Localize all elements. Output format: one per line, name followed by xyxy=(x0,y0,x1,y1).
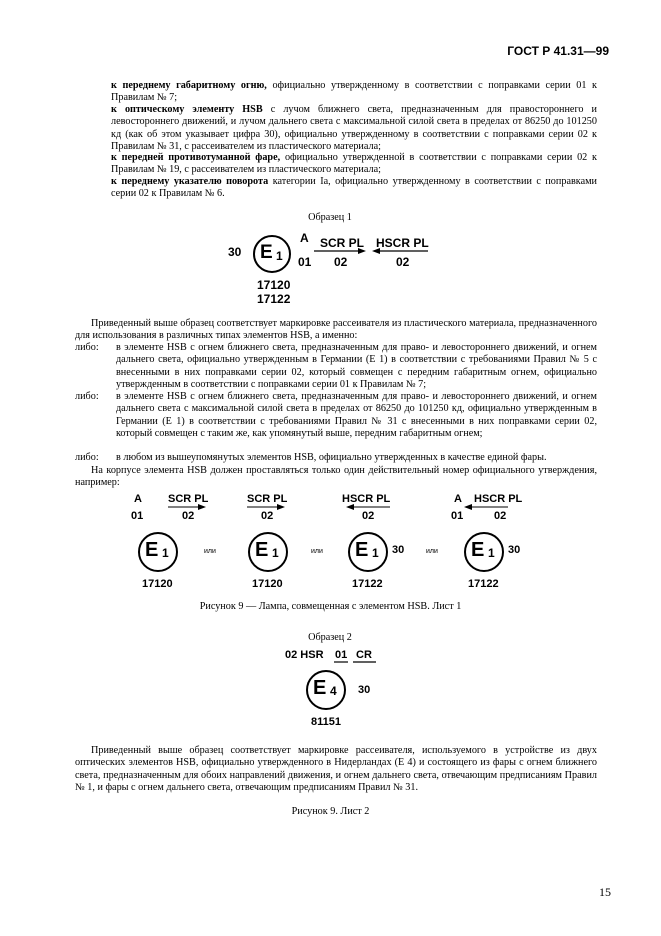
sample1-description: Приведенный выше образец соответствует маркировке рассеивателя из пластического материала, предназначенного для использования в различных типах элементов HSB, а именно: xyxy=(75,318,597,342)
option-label: либо: xyxy=(75,452,99,463)
example-4-approval: 17122 xyxy=(468,578,499,590)
example-4-top-left: A xyxy=(454,493,462,505)
option-text: в элементе HSB с огнем ближнего света, предназначенным для право- и левостороннего движений, и огнем дальнего света, официально утвержденным в Германии (E 1) в соответствии с требованиями Правил № 5 с внесенными в них поправками серии 02, который совмещен с передним габаритным огнем, официально утвержденным в соответствии с поправками серии 01 к Правилам № 7; xyxy=(116,342,597,390)
intro-item-bold: к переднему габаритному огню, xyxy=(111,80,267,91)
intro-item-text: категории Ia, официально утвержденному в соответствии с поправками серии 02 к Правилам № 6. xyxy=(111,176,597,200)
intro-item-text: с лучом ближнего света, предназначенным для правостороннего и левостороннего движений, и лучом дальнего света с максимальной силой света в пределах от 86250 до 101250 кд (как об этом указывает цифра 30), официально утвержденному в соответствии с поправками серии 02 к Правилам № 31, с рассеивателем из пластического материала; xyxy=(111,104,597,152)
example-3-right-num: 30 xyxy=(392,544,405,556)
example-3-label: HSCR PL xyxy=(342,493,391,505)
arrow-left-icon xyxy=(464,504,472,510)
sample1-scr-label: SCR PL xyxy=(320,236,365,250)
figure-2-caption: Рисунок 9. Лист 2 xyxy=(291,806,370,817)
example-4-series: 02 xyxy=(494,510,507,522)
example-2-circle-digit: 1 xyxy=(272,546,279,560)
example-4-top-left-series: 01 xyxy=(451,510,464,522)
sample2-top-a: 02 HSR xyxy=(285,649,324,661)
intro-item-bold: к передней противотуманной фаре, xyxy=(111,152,281,163)
intro-item-4 xyxy=(111,176,597,201)
example-3-circle-letter: E xyxy=(355,539,369,561)
sample1-hscr-label: HSCR PL xyxy=(376,236,429,250)
example-3-circle-digit: 1 xyxy=(372,546,379,560)
example-1-circle-letter: E xyxy=(145,539,159,561)
example-1-label: SCR PL xyxy=(168,493,209,505)
sample2-circle-digit: 4 xyxy=(330,684,337,698)
intro-item-1 xyxy=(111,80,597,105)
example-2-series: 02 xyxy=(261,510,274,522)
or-label-3: или xyxy=(426,548,438,555)
option-2 xyxy=(75,391,597,441)
sample2-approval: 81151 xyxy=(311,716,341,728)
sample2-top-b: 01 xyxy=(335,649,348,661)
sample1-circle-letter: E xyxy=(260,242,273,263)
examples-row xyxy=(120,490,540,595)
example-1-circle-digit: 1 xyxy=(162,546,169,560)
example-1-approval: 17120 xyxy=(142,578,173,590)
example-3-approval: 17122 xyxy=(352,578,383,590)
page-number: 15 xyxy=(599,885,611,899)
sample1-a-series: 01 xyxy=(298,255,312,269)
example-1-series: 02 xyxy=(182,510,195,522)
housing-note: На корпусе элемента HSB должен проставляться только один действительный номер официального утверждения, например: xyxy=(75,465,597,489)
intro-item-bold: к оптическому элементу HSB xyxy=(111,104,263,115)
example-4-circle-letter: E xyxy=(471,539,485,561)
option-1 xyxy=(75,342,597,392)
document-header: ГОСТ Р 41.31—99 xyxy=(507,44,609,58)
sample1-caption: Образец 1 xyxy=(308,212,352,223)
example-2-circle-letter: E xyxy=(255,539,269,561)
example-1-top-left: A xyxy=(134,493,142,505)
intro-item-2 xyxy=(111,104,597,153)
intro-item-3 xyxy=(111,152,597,177)
sample1-hscr-series: 02 xyxy=(396,255,410,269)
example-4-circle-digit: 1 xyxy=(488,546,495,560)
or-label-1: или xyxy=(204,548,216,555)
example-3-series: 02 xyxy=(362,510,375,522)
example-2-approval: 17120 xyxy=(252,578,283,590)
sample2-description: Приведенный выше образец соответствует маркировке рассеивателя, используемого в устройстве из двух оптических элементов HSB, официально утвержденного в Нидерландах (E 4) и состоящего из фары с огнем ближнего света, предназначенным для обоих направлений движения, и огнем дальнего света, отвечающим предписаниям Правил № 1, и фары с огнем дальнего света, отвечающим предписаниям Правил № 31. xyxy=(75,745,597,793)
example-2-label: SCR PL xyxy=(247,493,288,505)
sample1-mark xyxy=(220,228,440,308)
intro-item-text: официально утвержденной в соответствии с поправками серии 02 к Правилам № 19, с рассеивателем из пластического материала; xyxy=(111,152,597,176)
or-label-2: или xyxy=(311,548,323,555)
intro-item-bold: к переднему указателю поворота xyxy=(111,176,269,187)
sample1-circle-digit: 1 xyxy=(276,249,283,263)
sample2-circle-letter: E xyxy=(313,677,327,699)
intro-item-text: официально утвержденному в соответствии с поправками серии 01 к Правилам № 7; xyxy=(111,80,597,104)
example-4-label: HSCR PL xyxy=(474,493,523,505)
sample1-a-label: A xyxy=(300,231,309,245)
figure-1-caption: Рисунок 9 — Лампа, совмещенная с элементом HSB. Лист 1 xyxy=(199,601,462,612)
sample1-approval-1: 17120 xyxy=(257,278,291,292)
sample1-scr-series: 02 xyxy=(334,255,348,269)
sample2-right-num: 30 xyxy=(358,684,371,696)
sample2-mark xyxy=(280,646,390,736)
sample2-caption: Образец 2 xyxy=(308,632,352,643)
example-1-top-left-series: 01 xyxy=(131,510,144,522)
option-3 xyxy=(75,452,597,466)
sample1-approval-2: 17122 xyxy=(257,292,291,306)
example-4-right-num: 30 xyxy=(508,544,521,556)
option-label: либо: xyxy=(75,391,99,402)
option-text: в любом из вышеупомянутых элементов HSB, официально утвержденных в качестве единой фары. xyxy=(116,452,547,463)
sample1-num-left: 30 xyxy=(228,245,242,259)
option-label: либо: xyxy=(75,342,99,353)
sample2-top-c: CR xyxy=(356,649,372,661)
option-text: в элементе HSB с огнем ближнего света, предназначенным для право- и левостороннего движений, и огнем дальнего света с максимальной силой света в пределах от 86250 до 101250 кд, официально утвержденным в Германии (E 1) в соответствии с требованиями Правил № 31 с внесенными в них поправками серии 02, который совмещен с таким же, как упомянутый выше, передним габаритным огнем; xyxy=(116,391,597,439)
